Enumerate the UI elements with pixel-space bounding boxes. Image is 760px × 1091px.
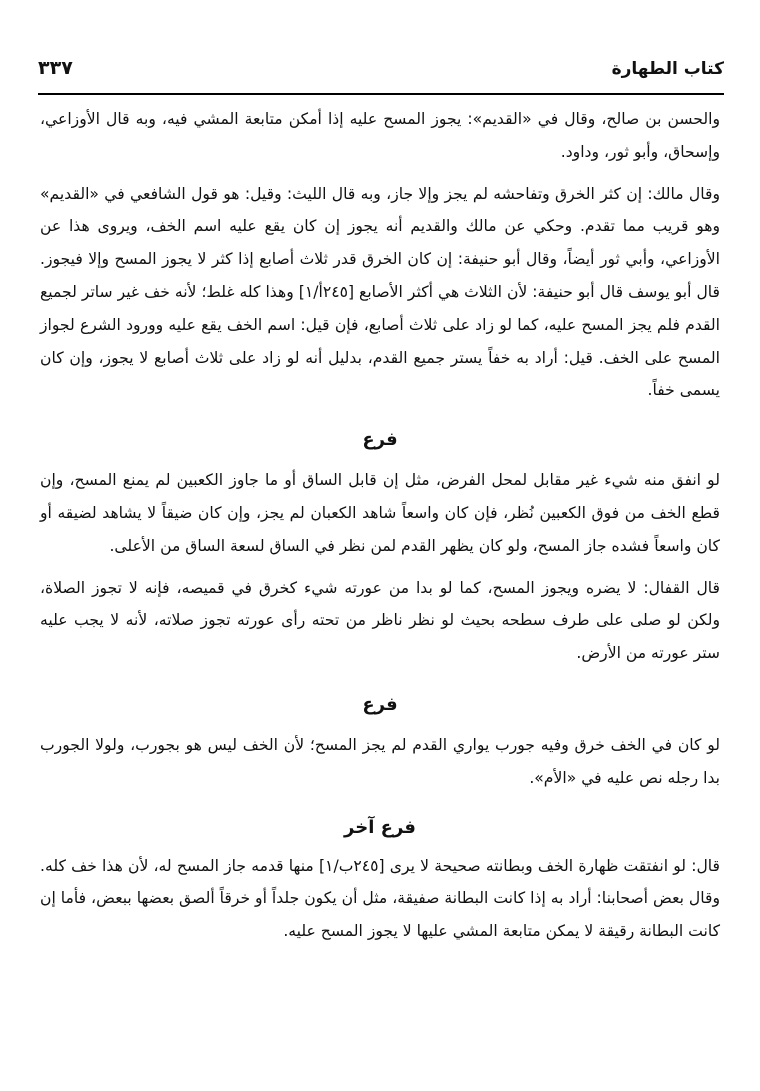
paragraph-6: قال: لو انفتقت ظهارة الخف وبطانته صحيحة لا يرى [٢٤٥ب/١] منها قدمه جاز المسح له، لأن هذا خف كله. وقال بعض أصحابنا: أراد به إذا كانت البطانة صفيقة، مثل أن يكون جلداً أو خرقاً ألصق بعضها ببعض، فأما إن كانت البطانة رقيقة لا يمكن متابعة المشي عليها لا يجوز المسح عليه. bbox=[40, 856, 720, 941]
paragraph-5: لو كان في الخف خرق وفيه جورب يواري القدم لم يجز المسح؛ لأن الخف ليس هو بجورب، ولولا الجورب بدا رجله نص عليه في «الأم». bbox=[40, 735, 720, 787]
section-heading-1: فرع bbox=[362, 429, 398, 451]
page-number: ٣٣٧ bbox=[38, 57, 73, 79]
paragraph-4: قال القفال: لا يضره ويجوز المسح، كما لو بدا من عورته شيء كخرق في قميصه، فإنه لا تجوز الصلاة، ولكن لو صلى على طرف سطحه بحيث لو نظر ناظر من تحته رأى عورته تجوز صلاته، لأنه لا يجب عليه ستر عورته من الأرض. bbox=[40, 578, 720, 663]
book-title: كتاب الطهارة bbox=[611, 59, 724, 79]
page-header bbox=[38, 53, 724, 93]
header-rule bbox=[38, 93, 724, 95]
section-heading-2: فرع bbox=[362, 693, 398, 715]
section-heading-3: فرع آخر bbox=[344, 816, 416, 838]
page-body bbox=[40, 103, 720, 948]
paragraph-3: لو انفق منه شيء غير مقابل لمحل الفرض، مثل إن قابل الساق أو ما جاوز الكعبين لم يمنع المسح، وإن قطع الخف من فوق الكعبين نُظر، فإن كان واسعاً شاهد الكعبان لم يجز، وإن كان ضيقاً لا يشاهد لضيقه أو كان واسعاً فشده جاز المسح، ولو كان يظهر القدم لمن نظر في الساق لسعة الساق من الأعلى. bbox=[40, 471, 720, 555]
paragraph-2: وقال مالك: إن كثر الخرق وتفاحشه لم يجز وإلا جاز، وبه قال الليث: وقيل: هو قول الشافعي في «القديم» وهو قريب مما تقدم. وحكي عن مالك والقديم أنه يجوز إن كان يقع عليه اسم الخف، ويروى هذا عن الأوزاعي، وأبي ثور أيضاً، وقال أبو حنيفة: إن كان الخرق قدر ثلاث أصابع إذا كثر لا يجوز المسح وإلا فيجوز. قال أبو يوسف قال أبو حنيفة: لأن الثلاث هي أكثر الأصابع [٢٤٥أ/١] وهذا كله غلط؛ لأنه خف غير ساتر لجميع القدم فلم يجز المسح عليه، كما لو زاد على ثلاث أصابع، فإن قيل: اسم الخف يقع عليه وورود الشرع لجواز المسح على الخف. قيل: أراد به خفاً يستر جميع القدم، بدليل أنه لو زاد على ثلاث أصابع لا يجوز، وإن كان يسمى خفاً. bbox=[40, 184, 720, 400]
paragraph-1: والحسن بن صالح، وقال في «القديم»: يجوز المسح عليه إذا أمكن متابعة المشي فيه، وبه قال الأوزاعي، وإسحاق، وأبو ثور، وداود. bbox=[40, 110, 720, 161]
